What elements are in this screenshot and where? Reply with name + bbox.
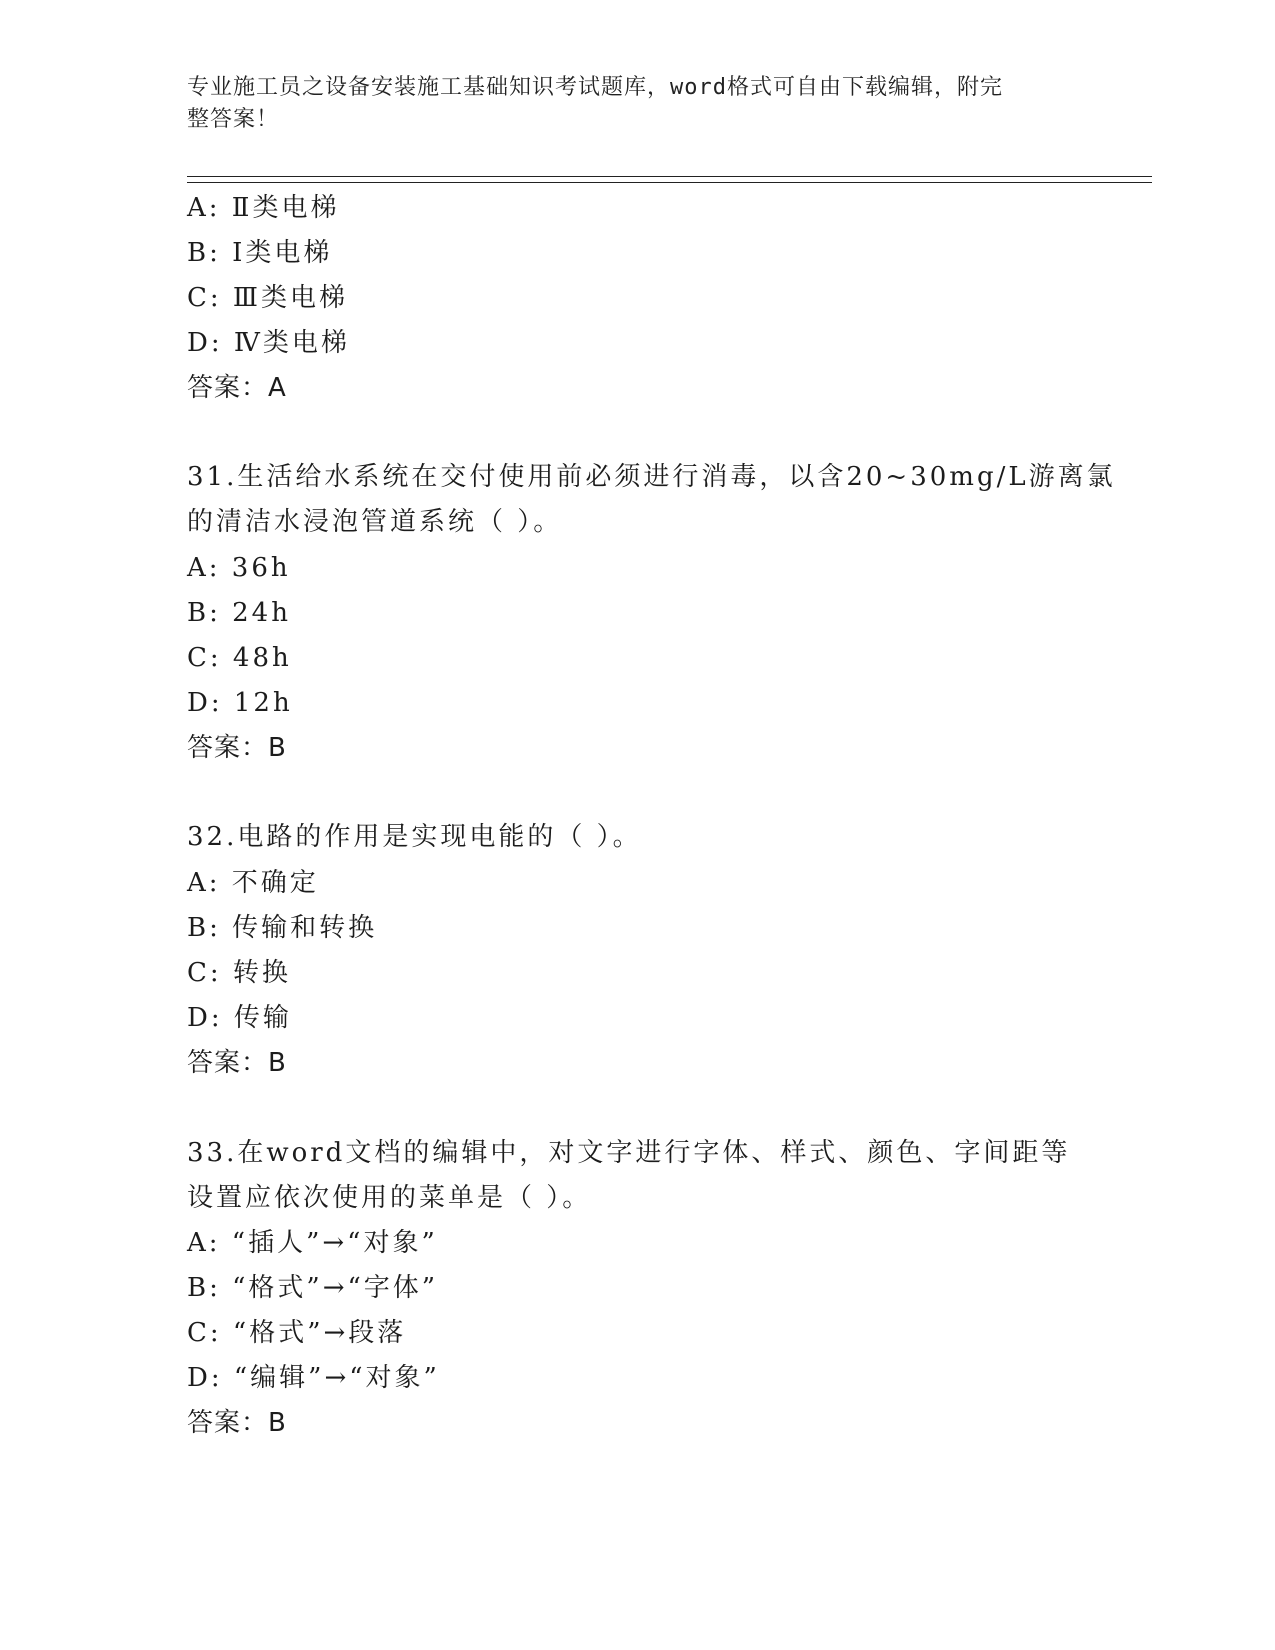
q32-option-d: D: 传输 bbox=[187, 1003, 292, 1033]
q33-stem-line-1: 33.在word文档的编辑中，对文字进行字体、样式、颜色、字间距等 bbox=[187, 1138, 1071, 1168]
q31-stem-line-2: 的清洁水浸泡管道系统（ ）。 bbox=[187, 507, 563, 537]
q31-option-a: A: 36h bbox=[187, 553, 291, 583]
q30-option-d: D: Ⅳ类电梯 bbox=[187, 328, 350, 358]
q30-option-b: B: Ⅰ类电梯 bbox=[187, 238, 333, 268]
q33-option-a: A: “插人”→“对象” bbox=[187, 1228, 438, 1258]
q31-option-b: B: 24h bbox=[187, 598, 291, 628]
header-line-2: 整答案！ bbox=[187, 107, 280, 132]
q33-option-d: D: “编辑”→“对象” bbox=[187, 1363, 440, 1393]
q32-option-b: B: 传输和转换 bbox=[187, 913, 378, 943]
q31-stem-line-1: 31.生活给水系统在交付使用前必须进行消毒，以含20~30mg/L游离氯 bbox=[187, 462, 1116, 492]
q31-answer: 答案：B bbox=[187, 733, 287, 763]
q33-option-b: B: “格式”→“字体” bbox=[187, 1273, 439, 1303]
q30-option-a: A: Ⅱ类电梯 bbox=[187, 193, 340, 223]
q30-option-c: C: Ⅲ类电梯 bbox=[187, 283, 348, 313]
q33-answer: 答案：B bbox=[187, 1408, 287, 1438]
document-header bbox=[187, 72, 1067, 136]
q32-answer: 答案：B bbox=[187, 1048, 287, 1078]
header-divider-top bbox=[187, 176, 1152, 177]
header-line-1: 专业施工员之设备安装施工基础知识考试题库，word格式可自由下载编辑，附完 bbox=[187, 75, 1003, 100]
q32-option-a: A: 不确定 bbox=[187, 868, 319, 898]
q32-stem-line-1: 32.电路的作用是实现电能的（ ）。 bbox=[187, 822, 642, 852]
q31-option-c: C: 48h bbox=[187, 643, 292, 673]
q32-option-c: C: 转换 bbox=[187, 958, 291, 988]
q31-option-d: D: 12h bbox=[187, 688, 293, 718]
q33-stem-line-2: 设置应依次使用的菜单是（ ）。 bbox=[187, 1183, 592, 1213]
q33-option-c: C: “格式”→段落 bbox=[187, 1318, 407, 1348]
q30-answer: 答案：A bbox=[187, 373, 287, 403]
header-divider-bottom bbox=[187, 182, 1152, 183]
